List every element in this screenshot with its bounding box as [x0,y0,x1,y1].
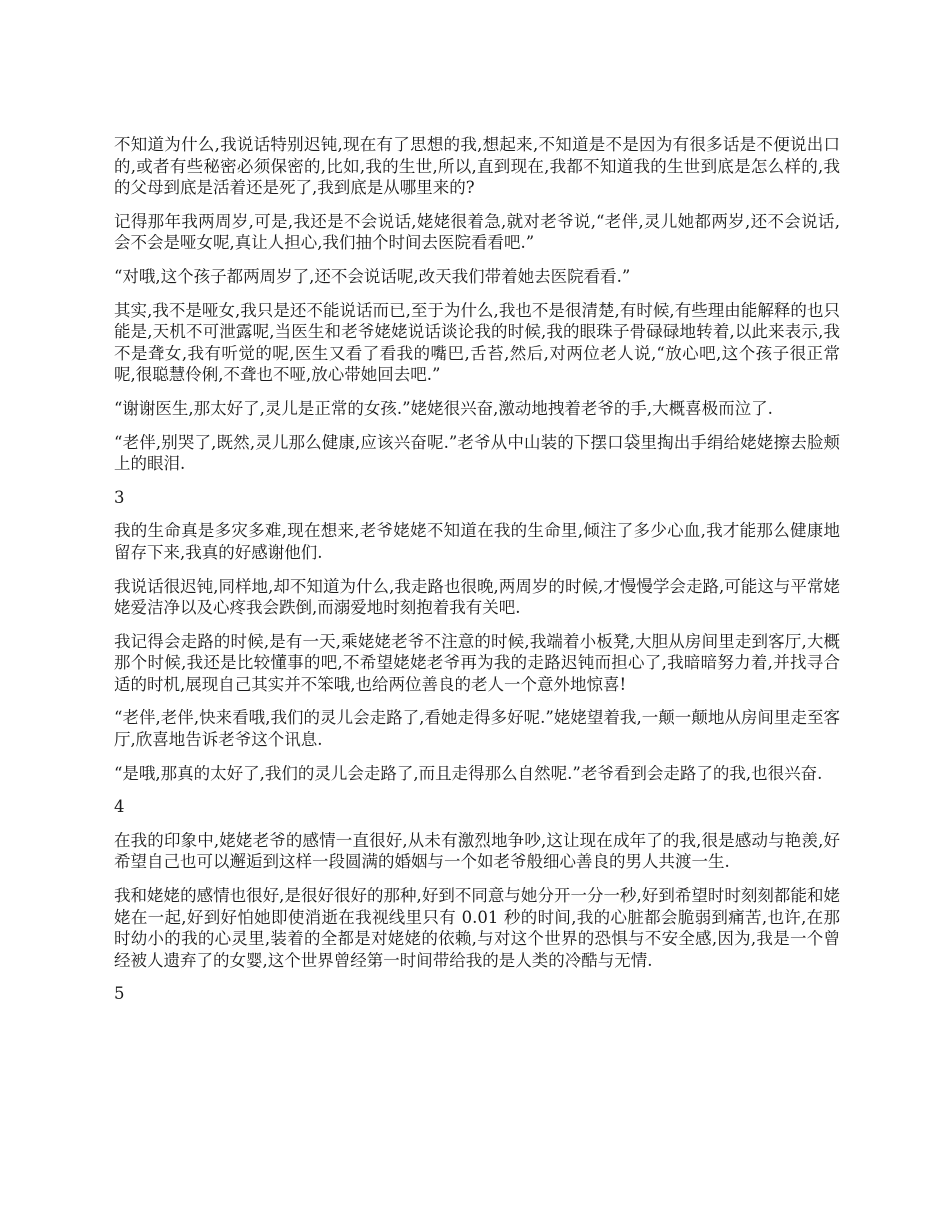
section-number-5: 5 [114,984,125,1004]
section-number-3: 3 [114,487,125,507]
paragraph-2: 记得那年我两周岁,可是,我还是不会说话,姥姥很着急,就对老爷说,“老伴,灵儿她都两岁,还不会说话,会不会是哑女呢,真让人担心,我们抽个时间去医院看看吧.” [114,211,840,253]
document-page [114,134,840,1017]
section-number-4: 4 [114,797,125,817]
paragraph-6: “老伴,别哭了,既然,灵儿那么健康,应该兴奋呢.”老爷从中山装的下摆口袋里掏出手绢给姥姥擦去脸颊上的眼泪. [114,432,840,474]
paragraph-11: “是哦,那真的太好了,我们的灵儿会走路了,而且走得那么自然呢.”老爷看到会走路了的我,也很兴奋. [114,763,823,783]
paragraph-3: “对哦,这个孩子都两周岁了,还不会说话呢,改天我们带着她去医院看看.” [114,266,631,286]
paragraph-13: 我和姥姥的感情也很好,是很好很好的那种,好到不同意与她分开一分一秒,好到希望时时刻刻都能和姥姥在一起,好到好怕她即使消逝在我视线里只有 0.01 秒的时间,我的心脏都会脆弱到痛苦,也许,在那时幼小的我的心灵里,装着的全都是对姥姥的依赖,与对这个世界的恐惧与不安全感,因为,我是一个曾经被人遗弃了的女婴,这个世界曾经第一时间带给我的是人类的冷酷与无情. [114,886,840,970]
paragraph-5: “谢谢医生,那太好了,灵儿是正常的女孩.”姥姥很兴奋,激动地拽着老爷的手,大概喜极而泣了. [114,398,773,418]
paragraph-1: 不知道为什么,我说话特别迟钝,现在有了思想的我,想起来,不知道是不是因为有很多话是不便说出口的,或者有些秘密必须保密的,比如,我的生世,所以,直到现在,我都不知道我的生世到底是怎么样的,我的父母到底是活着还是死了,我到底是从哪里来的? [114,135,840,198]
paragraph-7: 我的生命真是多灾多难,现在想来,老爷姥姥不知道在我的生命里,倾注了多少心血,我才能那么健康地留存下来,我真的好感谢他们. [114,521,840,562]
paragraph-8: 我说话很迟钝,同样地,却不知道为什么,我走路也很晚,两周岁的时候,才慢慢学会走路,可能这与平常姥姥爱洁净以及心疼我会跌倒,而溺爱地时刻抱着我有关吧. [114,576,840,618]
paragraph-12: 在我的印象中,姥姥老爷的感情一直很好,从未有激烈地争吵,这让现在成年了的我,很是感动与艳羡,好希望自己也可以邂逅到这样一段圆满的婚姻与一个如老爷般细心善良的男人共渡一生. [114,830,840,872]
paragraph-10: “老伴,老伴,快来看哦,我们的灵儿会走路了,看她走得多好呢.”姥姥望着我,一颠一颠地从房间里走至客厅,欣喜地告诉老爷这个讯息. [114,708,840,750]
paragraph-4: 其实,我不是哑女,我只是还不能说话而已,至于为什么,我也不是很清楚,有时候,有些理由能解释的也只能是,天机不可泄露呢,当医生和老爷姥姥说话谈论我的时候,我的眼珠子骨碌碌地转着,以此来表示,我不是聋女,我有听觉的呢,医生又看了看我的嘴巴,舌苔,然后,对两位老人说,“放心吧,这个孩子很正常呢,很聪慧伶俐,不聋也不哑,放心带她回去吧.” [114,300,840,385]
paragraph-9: 我记得会走路的时候,是有一天,乘姥姥老爷不注意的时候,我端着小板凳,大胆从房间里走到客厅,大概那个时候,我还是比较懂事的吧,不希望姥姥老爷再为我的走路迟钝而担心了,我暗暗努力着,并找寻合适的时机,展现自己其实并不笨哦,也给两位善良的老人一个意外地惊喜! [114,631,840,694]
